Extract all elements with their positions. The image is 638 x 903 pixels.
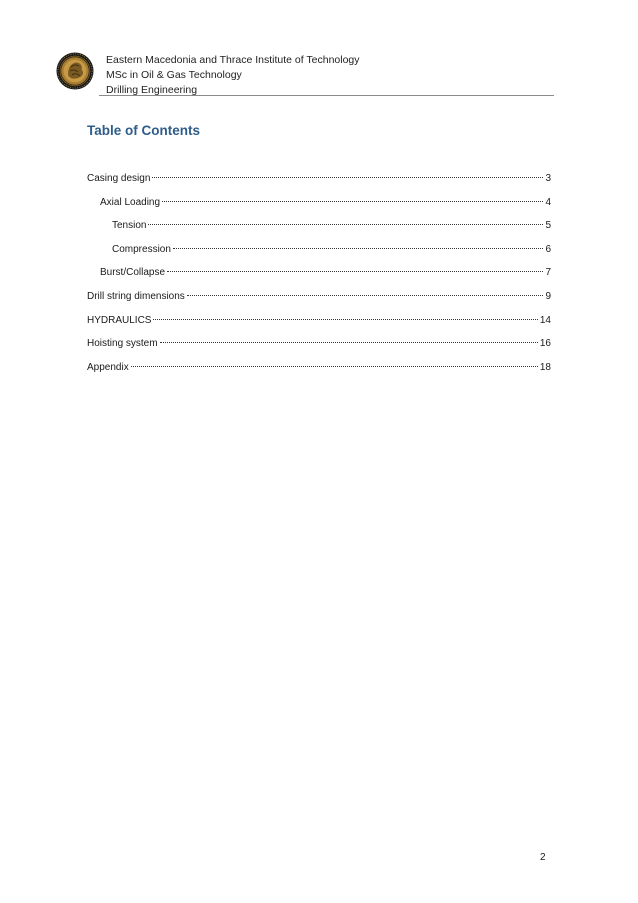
page-header — [56, 50, 554, 100]
toc-entry-page: 16 — [539, 338, 551, 350]
toc-entry-burst-collapse[interactable] — [87, 267, 551, 291]
program-name: MSc in Oil & Gas Technology — [106, 69, 242, 81]
course-name: Drilling Engineering — [106, 84, 198, 96]
toc-entry-appendix[interactable] — [87, 362, 551, 386]
toc-entry-page: 7 — [545, 267, 551, 279]
dot-leader — [167, 271, 543, 272]
toc-entry-drill-string-dimensions[interactable] — [87, 291, 551, 315]
toc-entry-label: Hoisting system — [87, 338, 158, 350]
header-divider — [99, 95, 554, 96]
dot-leader — [153, 319, 537, 320]
table-of-contents — [87, 173, 551, 385]
toc-entry-label: Drill string dimensions — [87, 290, 185, 302]
coin-seal-icon — [56, 52, 94, 90]
toc-entry-casing-design[interactable] — [87, 173, 551, 197]
dot-leader — [173, 248, 544, 249]
page-number: 2 — [540, 852, 546, 863]
dot-leader — [160, 342, 538, 343]
toc-entry-label: Burst/Collapse — [100, 267, 166, 279]
toc-entry-page: 18 — [539, 361, 551, 373]
dot-leader — [187, 295, 544, 296]
toc-entry-label: Compression — [112, 243, 171, 255]
toc-entry-hoisting-system[interactable] — [87, 338, 551, 362]
toc-entry-page: 3 — [545, 173, 551, 184]
toc-entry-label: Casing design — [87, 173, 151, 184]
toc-entry-page: 6 — [545, 243, 551, 255]
dot-leader — [162, 201, 543, 202]
dot-leader — [131, 366, 538, 367]
toc-entry-page: 5 — [545, 220, 551, 232]
toc-entry-compression[interactable] — [87, 244, 551, 268]
toc-entry-hydraulics[interactable] — [87, 315, 551, 339]
toc-title: Table of Contents — [87, 123, 200, 138]
toc-entry-tension[interactable] — [87, 220, 551, 244]
toc-entry-label: Appendix — [87, 361, 129, 373]
toc-entry-label: HYDRAULICS — [87, 314, 152, 326]
toc-entry-page: 14 — [539, 314, 551, 326]
toc-entry-axial-loading[interactable] — [87, 197, 551, 221]
toc-entry-label: Tension — [112, 220, 147, 232]
toc-entry-page: 4 — [545, 196, 551, 208]
toc-entry-label: Axial Loading — [100, 196, 161, 208]
toc-entry-page: 9 — [545, 290, 551, 302]
dot-leader — [148, 224, 543, 225]
institution-name: Eastern Macedonia and Thrace Institute of Technology — [106, 54, 360, 66]
dot-leader — [152, 177, 543, 178]
